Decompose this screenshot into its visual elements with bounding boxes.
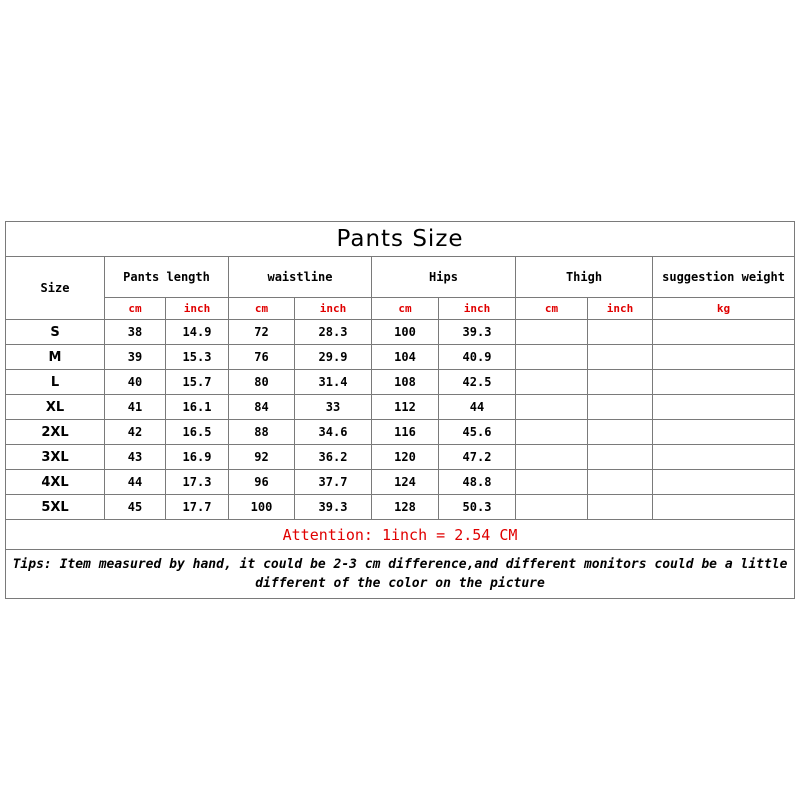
weight-kg-value <box>653 320 795 345</box>
chart-title: Pants Size <box>6 222 795 257</box>
thigh-inch-value <box>588 445 653 470</box>
table-row <box>6 420 795 445</box>
length-inch-value: 17.7 <box>166 495 229 520</box>
unit-hips-cm: cm <box>372 298 439 320</box>
length-inch-value: 15.3 <box>166 345 229 370</box>
size-chart <box>5 221 794 599</box>
hips-cm-value: 112 <box>372 395 439 420</box>
weight-kg-value <box>653 495 795 520</box>
unit-length-cm: cm <box>105 298 166 320</box>
length-cm-value: 40 <box>105 370 166 395</box>
hips-cm-value: 100 <box>372 320 439 345</box>
table-row <box>6 470 795 495</box>
weight-kg-value <box>653 420 795 445</box>
unit-length-inch: inch <box>166 298 229 320</box>
header-suggestion-weight: suggestion weight <box>653 257 795 298</box>
table-row <box>6 445 795 470</box>
thigh-inch-value <box>588 495 653 520</box>
unit-waist-cm: cm <box>229 298 295 320</box>
thigh-inch-value <box>588 320 653 345</box>
thigh-inch-value <box>588 395 653 420</box>
hips-inch-value: 48.8 <box>439 470 516 495</box>
table-row <box>6 495 795 520</box>
thigh-inch-value <box>588 470 653 495</box>
unit-row <box>6 298 795 320</box>
waist-cm-value: 76 <box>229 345 295 370</box>
waist-cm-value: 84 <box>229 395 295 420</box>
unit-weight-kg: kg <box>653 298 795 320</box>
table-row <box>6 320 795 345</box>
hips-inch-value: 40.9 <box>439 345 516 370</box>
header-thigh: Thigh <box>516 257 653 298</box>
waist-cm-value: 92 <box>229 445 295 470</box>
length-inch-value: 16.5 <box>166 420 229 445</box>
waist-cm-value: 96 <box>229 470 295 495</box>
hips-cm-value: 116 <box>372 420 439 445</box>
weight-kg-value <box>653 445 795 470</box>
length-cm-value: 39 <box>105 345 166 370</box>
weight-kg-value <box>653 370 795 395</box>
tips-note: Tips: Item measured by hand, it could be 2-3 cm difference,and different monitors could be a little different of the color on the picture <box>6 550 795 599</box>
waist-cm-value: 72 <box>229 320 295 345</box>
length-inch-value: 17.3 <box>166 470 229 495</box>
thigh-cm-value <box>516 470 588 495</box>
waist-inch-value: 28.3 <box>295 320 372 345</box>
waist-inch-value: 33 <box>295 395 372 420</box>
size-value: 4XL <box>6 470 105 495</box>
length-cm-value: 42 <box>105 420 166 445</box>
hips-inch-value: 42.5 <box>439 370 516 395</box>
size-value: XL <box>6 395 105 420</box>
waist-cm-value: 88 <box>229 420 295 445</box>
thigh-cm-value <box>516 345 588 370</box>
thigh-cm-value <box>516 370 588 395</box>
tips-row <box>6 550 795 599</box>
attention-row <box>6 520 795 550</box>
length-inch-value: 16.9 <box>166 445 229 470</box>
hips-inch-value: 39.3 <box>439 320 516 345</box>
header-pants-length: Pants length <box>105 257 229 298</box>
length-inch-value: 15.7 <box>166 370 229 395</box>
waist-inch-value: 29.9 <box>295 345 372 370</box>
attention-note: Attention: 1inch = 2.54 CM <box>6 520 795 550</box>
length-cm-value: 44 <box>105 470 166 495</box>
table-row <box>6 370 795 395</box>
weight-kg-value <box>653 345 795 370</box>
length-cm-value: 41 <box>105 395 166 420</box>
hips-cm-value: 120 <box>372 445 439 470</box>
size-value: S <box>6 320 105 345</box>
hips-inch-value: 47.2 <box>439 445 516 470</box>
length-cm-value: 43 <box>105 445 166 470</box>
thigh-inch-value <box>588 370 653 395</box>
weight-kg-value <box>653 470 795 495</box>
header-waistline: waistline <box>229 257 372 298</box>
size-value: L <box>6 370 105 395</box>
header-size: Size <box>6 257 105 320</box>
header-row <box>6 257 795 298</box>
waist-inch-value: 37.7 <box>295 470 372 495</box>
size-table <box>5 221 795 599</box>
hips-inch-value: 44 <box>439 395 516 420</box>
waist-inch-value: 34.6 <box>295 420 372 445</box>
thigh-cm-value <box>516 445 588 470</box>
waist-cm-value: 80 <box>229 370 295 395</box>
waist-inch-value: 31.4 <box>295 370 372 395</box>
length-inch-value: 16.1 <box>166 395 229 420</box>
waist-inch-value: 39.3 <box>295 495 372 520</box>
length-inch-value: 14.9 <box>166 320 229 345</box>
waist-inch-value: 36.2 <box>295 445 372 470</box>
size-value: 2XL <box>6 420 105 445</box>
size-value: 3XL <box>6 445 105 470</box>
hips-inch-value: 50.3 <box>439 495 516 520</box>
thigh-cm-value <box>516 420 588 445</box>
length-cm-value: 38 <box>105 320 166 345</box>
unit-hips-inch: inch <box>439 298 516 320</box>
size-value: M <box>6 345 105 370</box>
thigh-cm-value <box>516 395 588 420</box>
unit-waist-inch: inch <box>295 298 372 320</box>
hips-cm-value: 104 <box>372 345 439 370</box>
thigh-inch-value <box>588 420 653 445</box>
header-hips: Hips <box>372 257 516 298</box>
table-row <box>6 395 795 420</box>
size-value: 5XL <box>6 495 105 520</box>
hips-inch-value: 45.6 <box>439 420 516 445</box>
hips-cm-value: 108 <box>372 370 439 395</box>
weight-kg-value <box>653 395 795 420</box>
hips-cm-value: 128 <box>372 495 439 520</box>
unit-thigh-inch: inch <box>588 298 653 320</box>
table-row <box>6 345 795 370</box>
thigh-cm-value <box>516 320 588 345</box>
hips-cm-value: 124 <box>372 470 439 495</box>
length-cm-value: 45 <box>105 495 166 520</box>
title-row <box>6 222 795 257</box>
thigh-inch-value <box>588 345 653 370</box>
waist-cm-value: 100 <box>229 495 295 520</box>
thigh-cm-value <box>516 495 588 520</box>
unit-thigh-cm: cm <box>516 298 588 320</box>
